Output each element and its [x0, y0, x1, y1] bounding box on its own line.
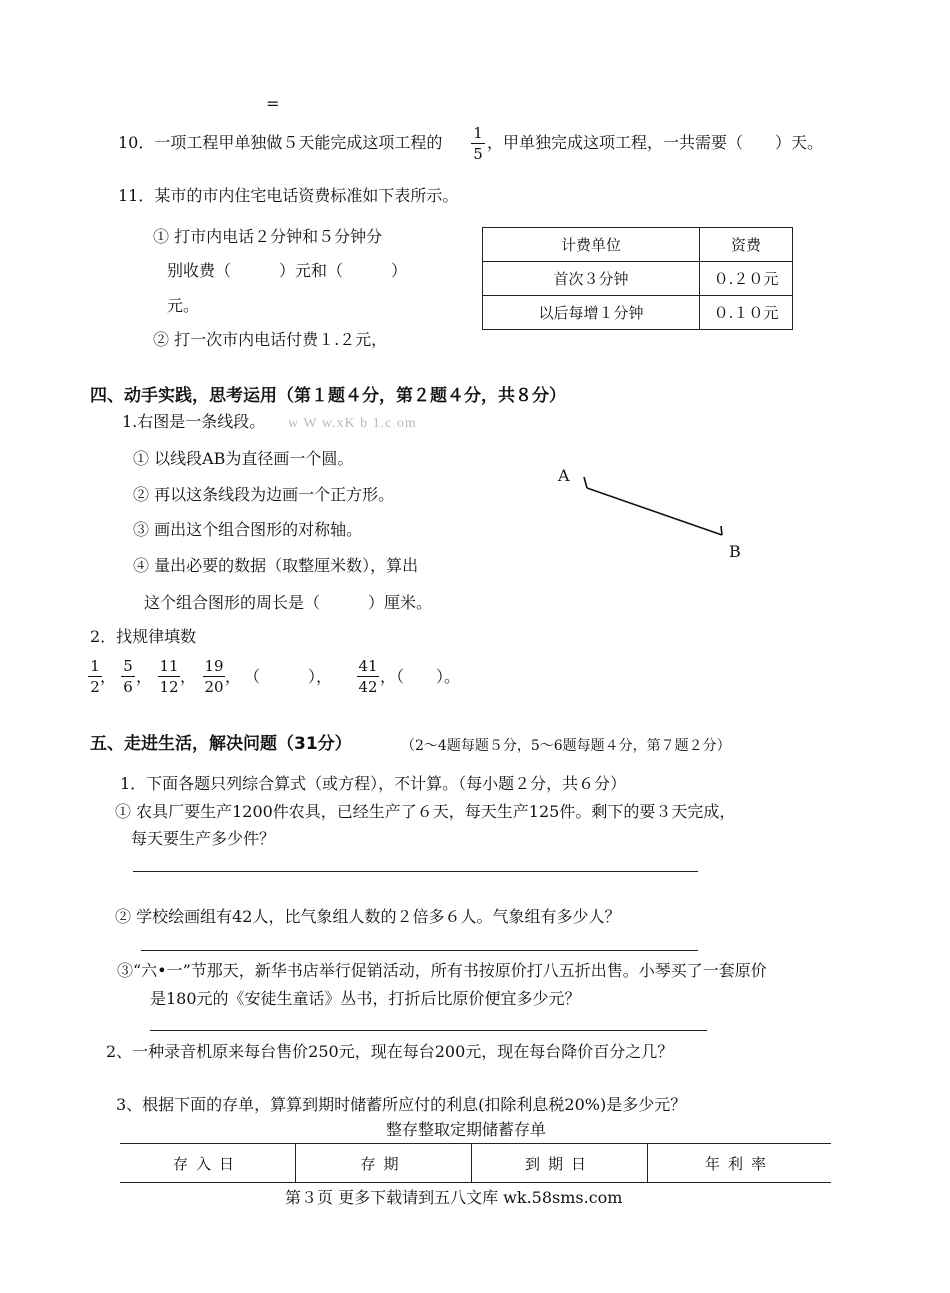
seq-comma: ，: [225, 667, 242, 686]
segment-ab-line: [587, 488, 722, 535]
seq-frac-1: 1 2: [88, 657, 102, 696]
q11-part1-line2: 别收费（ ）元和（ ）: [167, 261, 408, 280]
section5-q1-intro: 1．下面各题只列综合算式（或方程），不计算。（每小题２分，共６分）: [120, 774, 627, 793]
table-row: [483, 296, 793, 330]
answer-line[interactable]: [133, 871, 698, 872]
q10-frac-num: 1: [473, 124, 483, 142]
fee-header-price: 资费: [700, 228, 793, 262]
seq-comma: ，: [136, 667, 153, 686]
section5-title: 五、走进生活，解决问题（31分）: [90, 734, 352, 754]
q10-text-after: ，甲单独完成这项工程，一共需要（ ）天。: [487, 133, 824, 152]
seq-frac-4: 19 20: [204, 657, 224, 696]
table-row: [120, 1144, 831, 1183]
table-row: [483, 228, 793, 262]
section4-q1-item1: ① 以线段AB为直径画一个圆。: [133, 449, 354, 468]
section5-q2: 2、一种录音机原来每台售价250元，现在每台200元，现在每台降价百分之几？: [106, 1042, 674, 1061]
deposit-slip-table: [120, 1143, 831, 1183]
seq-blank-1[interactable]: （ ），: [244, 667, 333, 686]
q11-intro: 11．某市的市内住宅电话资费标准如下表所示。: [118, 186, 459, 205]
section5-q1c-line2: 是180元的《安徒生童话》丛书，打折后比原价便宜多少元？: [150, 989, 581, 1008]
fee-cell: ０.２０元: [700, 262, 793, 296]
deposit-header: 存期: [296, 1144, 472, 1183]
seq-frac-2: 5 6: [121, 657, 135, 696]
q10-frac-bar: [471, 143, 485, 144]
watermark-text: w W w.xK b 1.c om: [288, 416, 417, 431]
section4-q1-item4: ④ 量出必要的数据（取整厘米数），算出: [133, 556, 419, 575]
section5-q1c-line1: ③“六•一”节那天，新华书店举行促销活动，所有书按原价打八五折出售。小琴买了一套原价: [117, 961, 767, 980]
segment-ab-diagram: [550, 460, 750, 560]
section4-q1-item3: ③ 画出这个组合图形的对称轴。: [133, 520, 363, 539]
section5-q1a-line2: 每天要生产多少件？: [131, 829, 276, 848]
deposit-slip-title: 整存整取定期储蓄存单: [386, 1120, 547, 1139]
answer-line[interactable]: [150, 1030, 707, 1031]
q10-frac-den: 5: [473, 145, 483, 163]
segment-b-tick: [721, 526, 722, 535]
fee-cell: 以后每增１分钟: [483, 296, 700, 330]
fee-cell: 首次３分钟: [483, 262, 700, 296]
answer-line[interactable]: [141, 950, 698, 951]
section5-q1a-line1: ① 农具厂要生产1200件农具，已经生产了６天，每天生产125件。剩下的要３天完成，: [115, 802, 736, 821]
deposit-header: 存入日: [120, 1144, 296, 1183]
q10-text-before: 10．一项工程甲单独做５天能完成这项工程的: [118, 133, 443, 152]
q11-part1-line3: 元。: [167, 296, 200, 315]
segment-a-tick: [584, 477, 587, 488]
seq-blank-2[interactable]: ，（ ）。: [380, 667, 461, 686]
seq-frac-5: 41 42: [358, 657, 378, 696]
section4-q1-item2: ② 再以这条线段为边画一个正方形。: [133, 485, 395, 504]
section4-q2-intro: 2．找规律填数: [90, 627, 197, 646]
q11-part1-line1: ① 打市内电话２分钟和５分钟分: [153, 227, 383, 246]
section4-title: 四、动手实践，思考运用（第１题４分，第２题４分，共８分）: [90, 386, 566, 406]
section5-title-note: （2～4题每题５分，5～6题每题４分，第７题２分）: [401, 738, 731, 754]
section4-q1-last: 这个组合图形的周长是（ ）厘米。: [144, 593, 433, 612]
phone-fee-table: [482, 227, 793, 330]
seq-comma: ，: [100, 667, 117, 686]
table-row: [483, 262, 793, 296]
section5-q1b: ② 学校绘画组有42人，比气象组人数的２倍多６人。气象组有多少人？: [115, 907, 621, 926]
page-footer: 第３页 更多下载请到五八文库 wk.58sms.com: [285, 1188, 623, 1207]
seq-frac-3: 11 12: [159, 657, 179, 696]
label-a: A: [558, 466, 570, 485]
deposit-header: 到期日: [472, 1144, 648, 1183]
q10-fraction: [471, 124, 485, 163]
seq-comma: ，: [180, 667, 197, 686]
section4-q1-intro: 1.右图是一条线段。: [122, 412, 266, 431]
deposit-header: 年利率: [648, 1144, 832, 1183]
label-b: B: [729, 542, 741, 561]
q11-part2-line1: ② 打一次市内电话付费１.２元，: [153, 330, 388, 349]
equals-sign: =: [266, 94, 280, 113]
section5-q3: 3、根据下面的存单，算算到期时储蓄所应付的利息(扣除利息税20%)是多少元？: [116, 1095, 687, 1114]
fee-header-unit: 计费单位: [483, 228, 700, 262]
fee-cell: ０.１０元: [700, 296, 793, 330]
